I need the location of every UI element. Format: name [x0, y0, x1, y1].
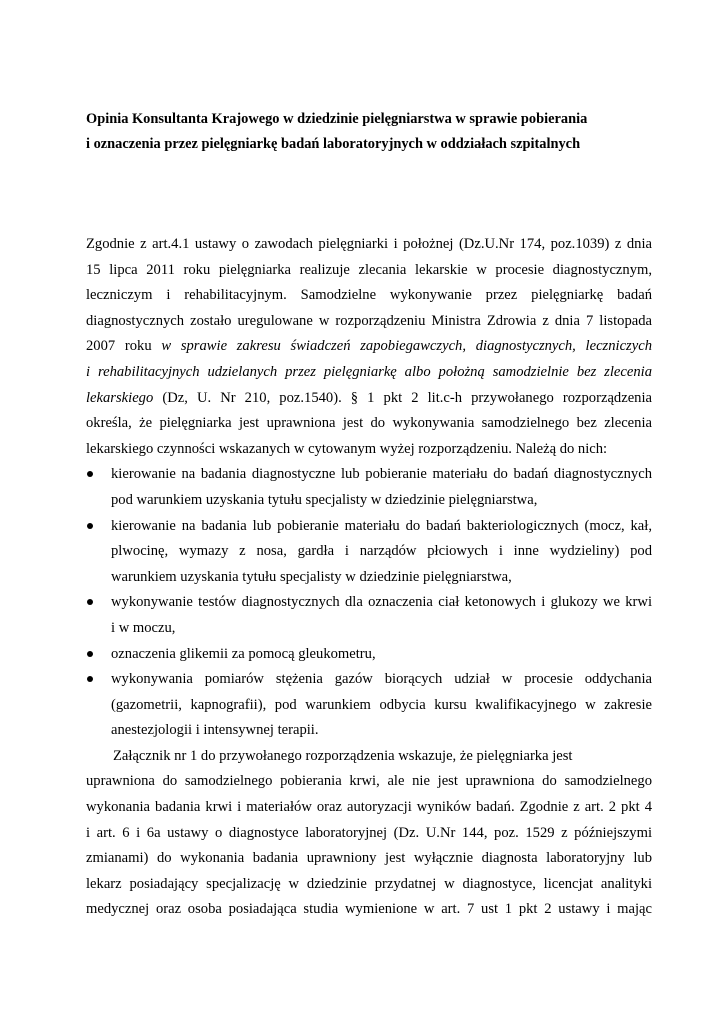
list-item — [86, 642, 652, 668]
list-item — [86, 590, 652, 641]
text-line: uprawniona do samodzielnego pobierania krwi, ale nie jest uprawniona do samodzielnego — [86, 773, 652, 790]
text-line: wykonywania pomiarów stężenia gazów biorących udział w procesie oddychania — [111, 671, 652, 688]
list-item — [86, 514, 652, 591]
text-span: (Dz, U. Nr 210, poz.1540). § 1 pkt 2 lit.c-h przywołanego rozporządzenia — [153, 389, 652, 406]
text-line: plwocinę, wymazy z nosa, gardła i narządów płciowych i inne wydzieliny) pod — [111, 543, 652, 560]
text-line — [86, 386, 652, 412]
text-line: kierowanie na badania diagnostyczne lub pobieranie materiału do badań diagnostycznych — [111, 466, 652, 483]
list-item — [86, 462, 652, 513]
intro-paragraph — [86, 232, 652, 462]
italic-citation: lekarskiego — [86, 389, 154, 406]
title-line-2: i oznaczenia przez pielęgniarkę badań laboratoryjnych w oddziałach szpitalnych — [86, 136, 581, 152]
text-line: medycznej oraz osoba posiadająca studia wymienione w art. 7 ust 1 pkt 2 ustawy i mając — [86, 901, 652, 918]
text-line: anestezjologii i intensywnej terapii. — [111, 722, 319, 739]
bullet-icon — [87, 651, 93, 657]
bullet-icon — [87, 471, 93, 477]
bullet-icon — [87, 523, 93, 529]
text-line: zmianami) do wykonania badania uprawniony jest wyłącznie diagnosta laboratoryjny lub — [86, 850, 652, 867]
text-line — [86, 360, 652, 386]
text-line: i w moczu, — [111, 619, 176, 636]
text-line: leczniczym i rehabilitacyjnym. Samodzielne wykonywanie przez pielęgniarkę badań — [86, 287, 652, 304]
text-line: 15 lipca 2011 roku pielęgniarka realizuje zlecania lekarskie w procesie diagnostycznym, — [86, 261, 652, 278]
document-body — [86, 232, 652, 923]
text-line: (gazometrii, kapnografii), pod warunkiem odbycia kursu kwalifikacyjnego w zakresie — [111, 696, 652, 713]
text-line: lekarskiego czynności wskazanych w cytowanym wyżej rozporządzeniu. Należą do nich: — [86, 440, 608, 457]
title-line-1: Opinia Konsultanta Krajowego w dziedzinie pielęgniarstwa w sprawie pobierania — [86, 111, 588, 127]
text-line: Zgodnie z art.4.1 ustawy o zawodach pielęgniarki i położnej (Dz.U.Nr 174, poz.1039) z dnia — [86, 236, 652, 252]
text-line: oznaczenia glikemii za pomocą gleukometru, — [111, 645, 376, 662]
text-line: Załącznik nr 1 do przywołanego rozporządzenia wskazuje, że pielęgniarka jest — [113, 747, 573, 764]
text-line: wykonania badania krwi i materiałów oraz autoryzacji wyników badań. Zgodnie z art. 2 pkt 4 — [86, 799, 652, 816]
text-line: warunkiem uzyskania tytułu specjalisty w dziedzinie pielęgniarstwa, — [111, 568, 512, 585]
document-title — [86, 107, 646, 157]
text-line: określa, że pielęgniarka jest uprawniona jest do wykonywania samodzielnego bez zlecenia — [86, 415, 652, 432]
text-line: i art. 6 i 6a ustawy o diagnostyce laboratoryjnej (Dz. U.Nr 144, poz. 1529 z późniejszymi — [86, 824, 652, 841]
second-paragraph — [86, 744, 652, 923]
text-line: lekarz posiadający specjalizację w dziedzinie przydatnej w diagnostyce, licencjat analityki — [86, 875, 652, 892]
bullet-list — [86, 462, 652, 744]
text-line: kierowanie na badania lub pobieranie materiału do badań bakteriologicznych (mocz, kał, — [111, 517, 652, 534]
italic-citation: i rehabilitacyjnych udzielanych przez pielęgniarkę albo położną samodzielnie bez zlecenia — [86, 363, 652, 380]
italic-citation: w sprawie zakresu świadczeń zapobiegawczych, diagnostycznych, leczniczych — [161, 338, 652, 355]
text-span: 2007 roku — [86, 338, 162, 355]
text-line: diagnostycznych zostało uregulowane w rozporządzeniu Ministra Zdrowia z dnia 7 listopada — [86, 312, 652, 329]
text-line — [86, 334, 652, 360]
text-line: pod warunkiem uzyskania tytułu specjalisty w dziedzinie pielęgniarstwa, — [111, 491, 538, 508]
bullet-icon — [87, 599, 93, 605]
bullet-icon — [87, 676, 93, 682]
text-line: wykonywanie testów diagnostycznych dla oznaczenia ciał ketonowych i glukozy we krwi — [111, 594, 652, 611]
list-item — [86, 667, 652, 744]
